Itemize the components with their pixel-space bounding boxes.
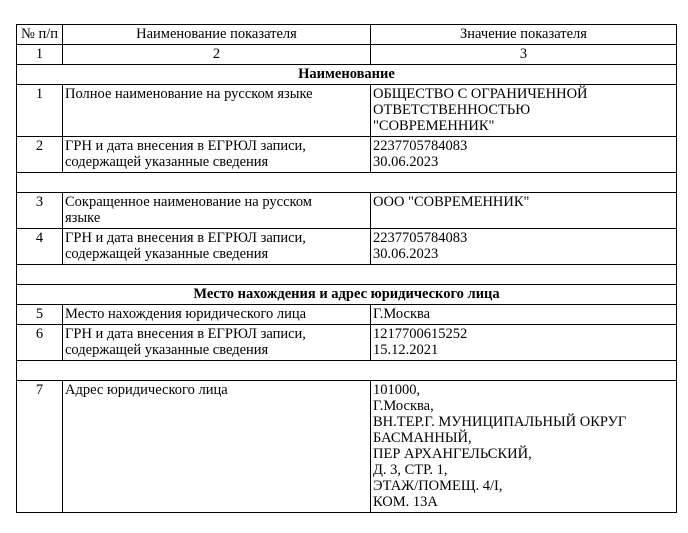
spacer-cell xyxy=(17,173,677,193)
row-value: 1217700615252 15.12.2021 xyxy=(371,325,677,361)
section-row-address xyxy=(17,285,677,305)
row-label: Сокращенное наименование на русском языке xyxy=(63,193,371,229)
row-number: 5 xyxy=(17,305,63,325)
row-label: ГРН и дата внесения в ЕГРЮЛ записи, содержащей указанные сведения xyxy=(63,229,371,265)
table-row xyxy=(17,305,677,325)
table-header-row xyxy=(17,25,677,45)
row-value: ОБЩЕСТВО С ОГРАНИЧЕННОЙ ОТВЕТСТВЕННОСТЬЮ "СОВРЕМЕННИК" xyxy=(371,85,677,137)
row-value: 2237705784083 30.06.2023 xyxy=(371,229,677,265)
table-row xyxy=(17,381,677,513)
row-label: Полное наименование на русском языке xyxy=(63,85,371,137)
section-title-name: Наименование xyxy=(17,65,677,85)
row-label: Место нахождения юридического лица xyxy=(63,305,371,325)
row-value: Г.Москва xyxy=(371,305,677,325)
row-number: 4 xyxy=(17,229,63,265)
spacer-cell xyxy=(17,361,677,381)
spacer-row xyxy=(17,173,677,193)
spacer-row xyxy=(17,265,677,285)
header-number: № п/п xyxy=(17,25,63,45)
row-value: 2237705784083 30.06.2023 xyxy=(371,137,677,173)
column-numbering-row xyxy=(17,45,677,65)
header-indicator-name: Наименование показателя xyxy=(63,25,371,45)
row-value: ООО "СОВРЕМЕННИК" xyxy=(371,193,677,229)
row-label: ГРН и дата внесения в ЕГРЮЛ записи, содержащей указанные сведения xyxy=(63,325,371,361)
row-value: 101000, Г.Москва, ВН.ТЕР.Г. МУНИЦИПАЛЬНЫЙ ОКРУГ БАСМАННЫЙ, ПЕР АРХАНГЕЛЬСКИЙ, Д. 3, СТР. 1, ЭТАЖ/ПОМЕЩ. 4/I, КОМ. 13А xyxy=(371,381,677,513)
table-row xyxy=(17,229,677,265)
column-number-1: 1 xyxy=(17,45,63,65)
table-row xyxy=(17,193,677,229)
section-title-address: Место нахождения и адрес юридического лица xyxy=(17,285,677,305)
row-number: 3 xyxy=(17,193,63,229)
row-label: ГРН и дата внесения в ЕГРЮЛ записи, содержащей указанные сведения xyxy=(63,137,371,173)
egrul-table xyxy=(16,24,677,513)
column-number-3: 3 xyxy=(371,45,677,65)
table-row xyxy=(17,85,677,137)
row-number: 1 xyxy=(17,85,63,137)
row-label: Адрес юридического лица xyxy=(63,381,371,513)
spacer-cell xyxy=(17,265,677,285)
header-indicator-value: Значение показателя xyxy=(371,25,677,45)
table-row xyxy=(17,325,677,361)
section-row-name xyxy=(17,65,677,85)
table-row xyxy=(17,137,677,173)
row-number: 7 xyxy=(17,381,63,513)
row-number: 6 xyxy=(17,325,63,361)
spacer-row xyxy=(17,361,677,381)
row-number: 2 xyxy=(17,137,63,173)
column-number-2: 2 xyxy=(63,45,371,65)
